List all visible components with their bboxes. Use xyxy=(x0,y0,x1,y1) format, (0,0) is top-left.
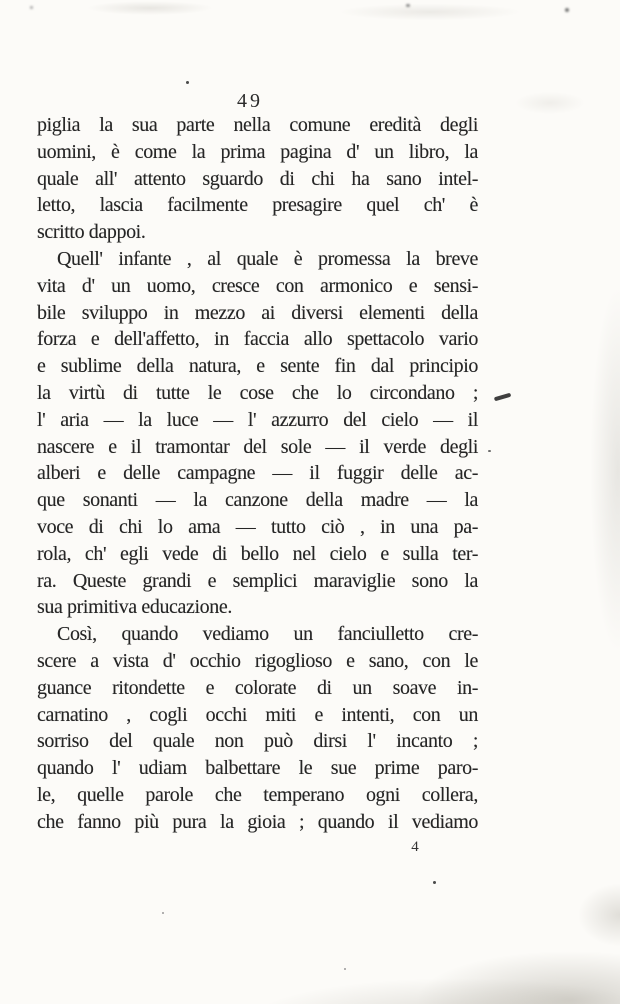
text-line: nascere e il tramontar del sole — il verde degli xyxy=(37,435,478,458)
text-line: Così, quando vediamo un fanciulletto cre- xyxy=(57,623,478,646)
text-line: rola, ch' egli vede di bello nel cielo e sulla ter- xyxy=(37,542,478,565)
text-line: vita d' un uomo, cresce con armonico e sensi- xyxy=(37,274,478,297)
text-line: Quell' infante , al quale è promessa la breve xyxy=(57,247,478,270)
text-line: bile sviluppo in mezzo ai diversi elementi della xyxy=(37,301,478,324)
text-line: scere a vista d' occhio rigoglioso e sano, con le xyxy=(37,649,478,672)
page-number: 49 xyxy=(237,90,263,112)
text-line: guance ritondette e colorate di un soave in- xyxy=(37,676,478,699)
scan-artifact-ink-dot xyxy=(186,81,189,84)
signature-mark: 4 xyxy=(411,839,419,855)
text-line: e sublime della natura, e sente fin dal principio xyxy=(37,355,478,378)
text-line: ra. Queste grandi e semplici maraviglie sono la xyxy=(37,569,478,592)
text-line: quando l' udiam balbettare le sue prime paro- xyxy=(37,757,478,780)
scan-artifact-speck xyxy=(344,968,346,970)
text-line: piglia la sua parte nella comune eredità degli xyxy=(37,114,478,136)
text-line: forza e dell'affetto, in faccia allo spettacolo vario xyxy=(37,328,478,351)
text-line: sorriso del quale non può dirsi l' incanto ; xyxy=(37,730,478,753)
text-line: le, quelle parole che temperano ogni collera, xyxy=(37,783,478,806)
scan-artifact-ink-dot xyxy=(488,450,491,452)
text-line: uomini, è come la prima pagina d' un libro, la xyxy=(37,140,478,163)
text-line: sua primitiva educazione. xyxy=(37,596,232,619)
text-line: la virtù di tutte le cose che lo circondano ; xyxy=(37,381,478,404)
text-line: voce di chi lo ama — tutto ciò , in una pa- xyxy=(37,515,478,538)
text-line: carnatino , cogli occhi miti e intenti, con un xyxy=(37,703,478,726)
scan-artifact-speck xyxy=(406,4,410,7)
scan-artifact-ink-dot xyxy=(433,881,436,884)
text-line: l' aria — la luce — l' azzurro del cielo — il xyxy=(37,408,478,431)
text-line: scritto dappoi. xyxy=(37,221,146,244)
text-line: che fanno più pura la gioia ; quando il vediamo xyxy=(37,810,478,833)
text-line: quale all' attento sguardo di chi ha sano intel- xyxy=(37,167,478,190)
scan-artifact-speck xyxy=(565,8,569,12)
text-block xyxy=(37,112,478,836)
scan-artifact-speck xyxy=(162,912,164,914)
text-line: alberi e delle campagne — il fuggir delle ac- xyxy=(37,462,478,485)
text-line: que sonanti — la canzone della madre — la xyxy=(37,489,478,512)
scan-artifact-pen-dash xyxy=(494,393,511,401)
text-line: letto, lascia facilmente presagire quel ch' è xyxy=(37,194,478,217)
scan-artifact-speck xyxy=(30,6,33,9)
